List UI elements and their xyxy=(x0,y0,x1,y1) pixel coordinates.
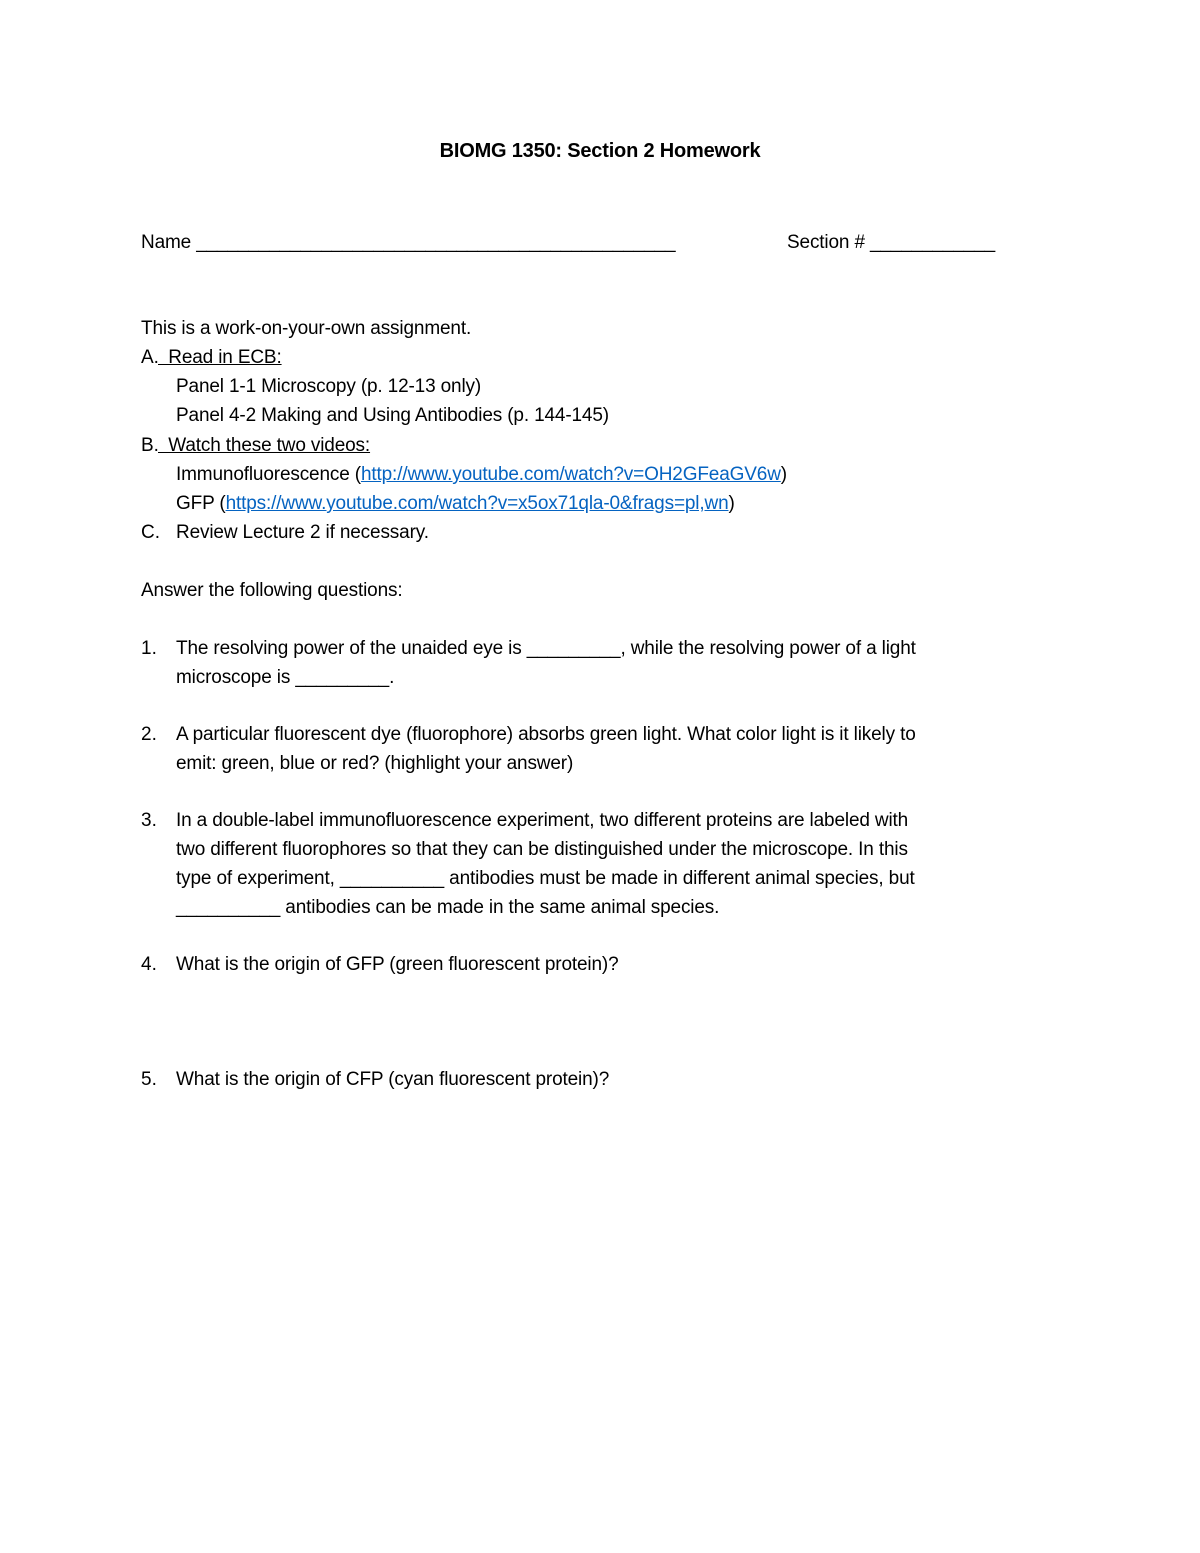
video-label: GFP ( xyxy=(176,493,226,514)
answer-prompt: Answer the following questions: xyxy=(141,580,403,601)
instruction-b-marker: B. xyxy=(141,435,159,456)
question-number: 2. xyxy=(141,724,157,745)
intro-text: This is a work-on-your-own assignment. xyxy=(141,318,472,339)
reading-item: Panel 4-2 Making and Using Antibodies (p. 144-145) xyxy=(176,405,609,426)
question-text: The resolving power of the unaided eye is _________, while the resolving power of a light xyxy=(176,638,916,659)
video-item xyxy=(176,489,735,518)
instruction-c-marker: C. xyxy=(141,522,160,543)
question-number: 4. xyxy=(141,954,157,975)
question-number: 3. xyxy=(141,810,157,831)
question-text: type of experiment, __________ antibodies must be made in different animal species, but xyxy=(176,868,915,889)
video-link-gfp[interactable]: https://www.youtube.com/watch?v=x5ox71qla-0&frags=pl,wn xyxy=(225,493,729,514)
name-field-label: Name ______________________________________________ xyxy=(141,232,676,253)
question-text: In a double-label immunofluorescence experiment, two different proteins are labeled with xyxy=(176,810,909,831)
instruction-b-heading: Watch these two videos: xyxy=(158,435,371,456)
page-title: BIOMG 1350: Section 2 Homework xyxy=(439,140,761,162)
instruction-a-marker: A. xyxy=(141,347,159,368)
video-close: ) xyxy=(728,493,735,514)
video-link-immunofluorescence[interactable]: http://www.youtube.com/watch?v=OH2GFeaGV6w xyxy=(360,464,781,485)
question-text: What is the origin of CFP (cyan fluorescent protein)? xyxy=(176,1069,610,1090)
question-text: __________ antibodies can be made in the same animal species. xyxy=(176,897,720,918)
instruction-c-text: Review Lecture 2 if necessary. xyxy=(176,522,429,543)
question-text: What is the origin of GFP (green fluorescent protein)? xyxy=(176,954,619,975)
video-label: Immunofluorescence ( xyxy=(176,464,361,485)
video-item xyxy=(176,460,787,489)
instruction-a-heading: Read in ECB: xyxy=(158,347,282,368)
reading-item: Panel 1-1 Microscopy (p. 12-13 only) xyxy=(176,376,482,397)
question-text: two different fluorophores so that they can be distinguished under the microscope. In this xyxy=(176,839,908,860)
video-close: ) xyxy=(780,464,787,485)
question-number: 5. xyxy=(141,1069,157,1090)
question-text: A particular fluorescent dye (fluorophore) absorbs green light. What color light is it likely to xyxy=(176,724,916,745)
question-text: microscope is _________. xyxy=(176,667,395,688)
question-text: emit: green, blue or red? (highlight your answer) xyxy=(176,753,574,774)
section-field-label: Section # ____________ xyxy=(787,232,996,253)
question-number: 1. xyxy=(141,638,157,659)
